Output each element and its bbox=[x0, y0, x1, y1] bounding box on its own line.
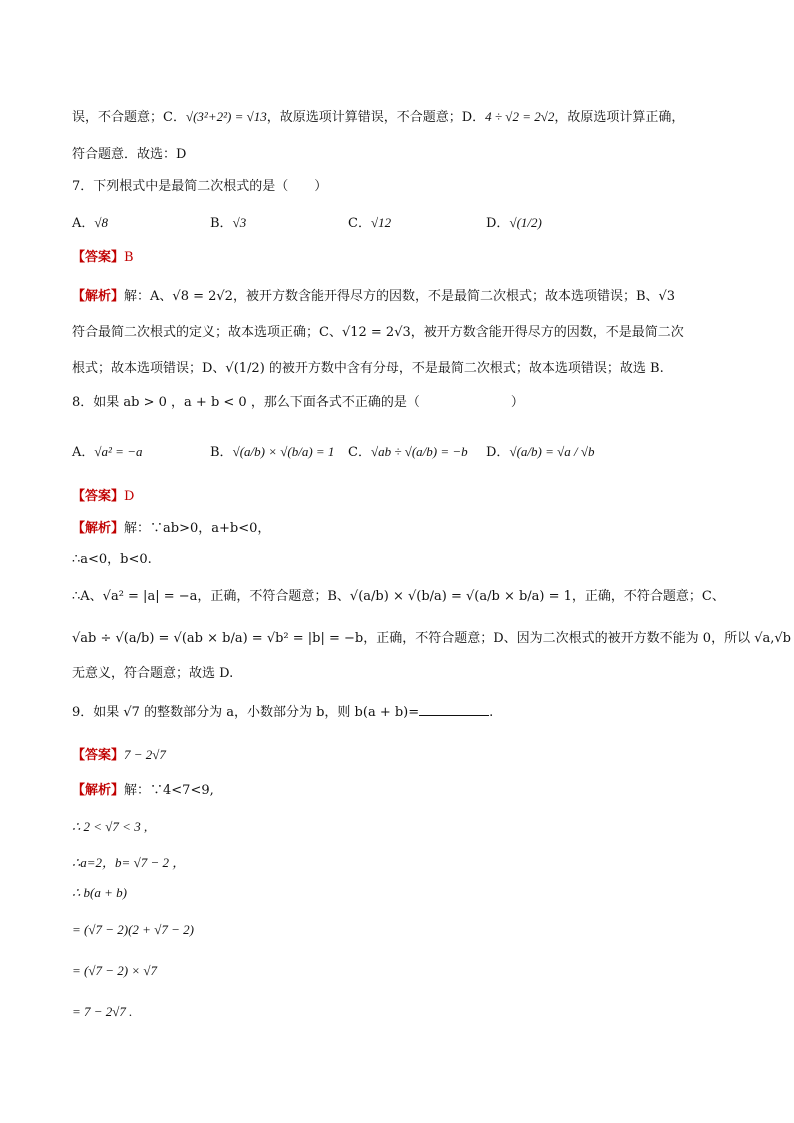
analysis-tag: 【解析】 bbox=[72, 289, 125, 304]
q9-analysis-1 bbox=[72, 781, 214, 801]
q9-step-5: = (√7 − 2) × √7 bbox=[72, 963, 157, 978]
analysis-text: 解：A、√8 = 2√2，被开方数含能开得尽方的因数，不是最简二次根式；故本选项错误；B、√3 bbox=[124, 289, 676, 304]
q7-stem: 7．下列根式中是最简二次根式的是（ ） bbox=[72, 179, 328, 194]
q9-step-1: ∴ 2 < √7 < 3 , bbox=[72, 819, 148, 834]
analysis-text: 解：∵ab>0，a+b<0， bbox=[124, 521, 271, 536]
q8-analysis-1 bbox=[72, 519, 270, 539]
q8-analysis-2: ∴a<0，b<0. bbox=[72, 552, 152, 567]
q8-options bbox=[72, 442, 732, 464]
q9-stem: 9．如果 √7 的整数部分为 a，小数部分为 b，则 b(a + b)= . bbox=[72, 705, 494, 720]
q9-stem-text: 9．如果 √7 的整数部分为 a，小数部分为 b，则 b(a + b)= bbox=[72, 705, 420, 720]
q6-formula-c: √(3²+2²) = √13 bbox=[185, 109, 267, 124]
q7-option-b: B．√3 bbox=[210, 215, 247, 231]
q9-step-6: = 7 − 2√7 . bbox=[72, 1004, 133, 1019]
q9-step-2: ∴a=2，b= √7 − 2 ， bbox=[72, 855, 186, 870]
q8-option-a: A．√a² = −a bbox=[72, 444, 143, 460]
q9-step-3: ∴ b(a + b) bbox=[72, 885, 127, 900]
q8-option-d: D．√(a/b) = √a / √b bbox=[486, 444, 595, 460]
q6-tail-line-2: 符合题意．故选：D bbox=[72, 147, 187, 162]
q7-answer bbox=[72, 248, 134, 268]
analysis-tag: 【解析】 bbox=[72, 783, 125, 798]
answer-value: 7 − 2√7 bbox=[124, 747, 166, 762]
answer-tag: 【答案】 bbox=[72, 748, 125, 763]
q8-analysis-3: ∴A、√a² = |a| = −a，正确，不符合题意；B、√(a/b) × √(b/a) = √(a/b × b/a) = 1，正确，不符合题意；C、 bbox=[72, 589, 725, 604]
q8-analysis-4: √ab ÷ √(a/b) = √(ab × b/a) = √b² = |b| = −b，正确，不符合题意；D、因为二次根式的被开方数不能为 0，所以 √a,√b bbox=[72, 631, 791, 646]
answer-value: D bbox=[124, 489, 135, 504]
q6-tail-line-1 bbox=[72, 107, 684, 128]
q7-option-a: A．√8 bbox=[72, 215, 109, 231]
q7-option-d: D．√(1/2) bbox=[486, 215, 542, 231]
analysis-tag: 【解析】 bbox=[72, 521, 125, 536]
q8-answer bbox=[72, 487, 134, 507]
q6-text: ，故原选项计算错误，不合题意；D． bbox=[266, 110, 486, 125]
answer-tag: 【答案】 bbox=[72, 489, 125, 504]
q6-formula-d: 4 ÷ √2 = 2√2 bbox=[485, 109, 555, 124]
q8-stem: 8．如果 ab > 0 ，a + b < 0 ，那么下面各式不正确的是（ ） bbox=[72, 395, 524, 410]
q8-option-b: B．√(a/b) × √(b/a) = 1 bbox=[210, 444, 335, 460]
q9-answer-blank bbox=[419, 703, 489, 716]
q7-analysis-2: 符合最简二次根式的定义；故本选项正确；C、√12 = 2√3，被开方数含能开得尽方的因数，不是最简二次 bbox=[72, 325, 684, 340]
q6-text: ，故原选项计算正确， bbox=[554, 110, 685, 125]
q6-text: 误，不合题意；C． bbox=[72, 110, 186, 125]
answer-value: B bbox=[124, 250, 134, 265]
q9-answer bbox=[72, 745, 166, 766]
q7-options bbox=[72, 213, 732, 235]
analysis-text: 解：∵4<7<9, bbox=[124, 783, 214, 798]
q7-analysis-3: 根式；故本选项错误；D、√(1/2) 的被开方数中含有分母，不是最简二次根式；故本选项错误；故选 B. bbox=[72, 361, 664, 376]
q9-step-4: = (√7 − 2)(2 + √7 − 2) bbox=[72, 922, 194, 937]
answer-tag: 【答案】 bbox=[72, 250, 125, 265]
q7-option-c: C．√12 bbox=[348, 215, 392, 231]
q8-option-c: C．√ab ÷ √(a/b) = −b bbox=[348, 444, 468, 460]
q7-analysis-1 bbox=[72, 287, 675, 307]
q8-analysis-5: 无意义，符合题意；故选 D. bbox=[72, 666, 234, 681]
